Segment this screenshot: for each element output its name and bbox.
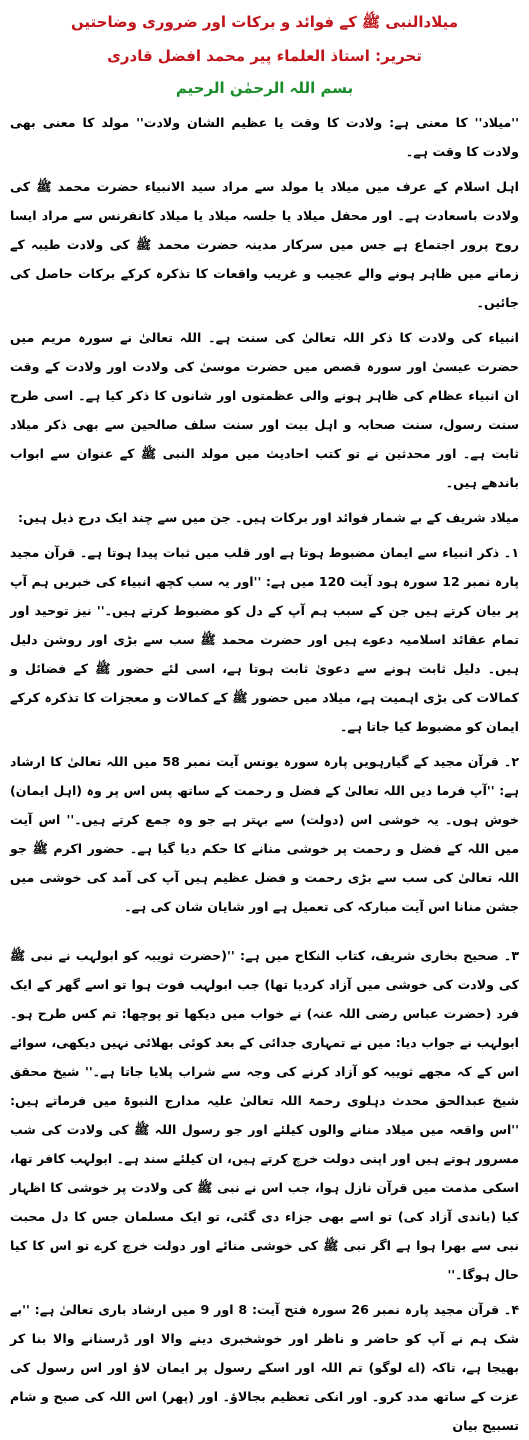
article-author: تحریر: استاذ العلماء پیر محمد افضل قادری bbox=[107, 47, 422, 65]
article-title: میلادالنبی ﷺ کے فوائد و برکات اور ضروری وضاحتیں bbox=[70, 13, 459, 31]
paragraph: ۱۔ ذکر انبیاء سے ایمان مضبوط ہوتا ہے اور قلب میں ثبات پیدا ہوتا ہے۔ قرآن مجید پارہ نمبر 12 سورہ ہود آیت 120 میں ہے: ''اور یہ سب کچھ انبیاء کی خبریں ہم آپ پر بیان کرتے ہیں جن کے سبب ہم آپ کے دل کو مضبوط کرتے ہیں۔'' نیز توحید اور تمام عقائد اسلامیہ دعوے ہیں اور حضرت محمد ﷺ سب سے بڑی اور روشن دلیل ہیں۔ دلیل ثابت ہونے سے دعویٰ ثابت ہوتا ہے، اسی لئے حضور ﷺ کے فضائل و کمالات کی بڑی اہمیت ہے، میلاد میں حضور ﷺ کے کمالات و معجزات کا تذکرہ کرکے ایمان کو مضبوط کیا جاتا ہے۔ bbox=[10, 545, 519, 734]
paragraph: ۳۔ صحیح بخاری شریف، کتاب النکاح میں ہے: ''(حضرت ثویبہ کو ابولہب نے نبی ﷺ کی ولادت کی خوشی میں آزاد کردیا تھا) جب ابولہب فوت ہوا تو اسے گھر کے ایک فرد (حضرت عباس رضی اللہ عنہ) نے خواب میں دیکھا تو پوچھا: تم کس طرح ہو۔ ابولہب نے جواب دیا: میں نے تمہاری جدائی کے بعد کوئی بھلائی نہیں دیکھی، سوائے اس کے کہ مجھے ثویبہ کو آزاد کرنے کی وجہ سے شراب پلایا جاتا ہے۔'' شیخ محقق شیخ عبدالحق محدث دہلوی رحمۃ اللہ تعالیٰ علیہ مدارج النبوۃ میں فرماتے ہیں: ''اس واقعہ میں میلاد منانے والوں کیلئے اور جو رسول اللہ ﷺ کی ولادت کی شب مسرور ہوتے ہیں اور اپنی دولت خرچ کرتے ہیں، ان کیلئے سند ہے۔ ابولہب کافر تھا، اسکی مذمت میں قرآن نازل ہوا، جب اس نے نبی ﷺ کی ولادت پر خوشی کا اظہار کیا (باندی آزاد کی) تو اسے بھی جزاء دی گئی، تو ایک مسلمان جس کا دل محبت نبی سے بھرا ہوا ہے اگر نبی ﷺ کی خوشی منائے اور دولت خرچ کرے تو اس کا کیا حال ہوگا۔'' bbox=[10, 948, 519, 1282]
paragraph: ''میلاد'' کا معنی ہے: ولادت کا وقت یا عظیم الشان ولادت'' مولد کا معنی بھی ولادت کا وقت ہے۔ bbox=[10, 115, 519, 159]
paragraph: انبیاء کی ولادت کا ذکر اللہ تعالیٰ کی سنت ہے۔ اللہ تعالیٰ نے سورہ مریم میں حضرت عیسیٰ اور سورہ قصص میں حضرت موسیٰ کی ولادت اور ولادت کے وقت ان انبیاء عظام کی ظاہر ہونے والی عظمتوں اور شانوں کا ذکر کیا ہے۔ اسی طرح سنت رسول، سنت صحابہ و اہل بیت اور سنت سلف صالحین سے بھی ذکر میلاد ثابت ہے۔ اور محدثین نے تو کتب احادیث میں مولد النبی ﷺ کے عنوان سے ابواب باندھے ہیں۔ bbox=[10, 330, 519, 490]
paragraph: میلاد شریف کے بے شمار فوائد اور برکات ہیں۔ جن میں سے چند ایک درج ذیل ہیں: bbox=[17, 510, 519, 525]
paragraph: ۴۔ قرآن مجید پارہ نمبر 26 سورہ فتح آیت: 8 اور 9 میں ارشاد باری تعالیٰ ہے: ''بے شک ہم نے آپ کو حاضر و ناظر اور خوشخبری دینے والا اور ڈرسنانے والا بنا کر بھیجا ہے، تاکہ (اے لوگو) تم اللہ اور اسکے رسول پر ایمان لاؤ اور اس رسول کی عزت کے ساتھ مدد کرو۔ اور انکی تعظیم بجالاؤ۔ اور (پھر) اس اللہ کی صبح و شام تسبیح بیان bbox=[10, 1302, 519, 1433]
bismillah-heading: بسم اللہ الرحمٰن الرحیم bbox=[175, 79, 354, 97]
paragraph: اہل اسلام کے عرف میں میلاد یا مولد سے مراد سید الانبیاء حضرت محمد ﷺ کی ولادت باسعادت ہے۔ اور محفل میلاد یا جلسہ میلاد یا میلاد کانفرنس سے مراد ایسا روح پرور اجتماع ہے جس میں سرکار مدینہ حضرت محمد ﷺ کی ولادت طیبہ کے زمانے میں ظاہر ہونے والے عجیب و غریب واقعات کا تذکرہ کرکے برکات حاصل کی جائیں۔ bbox=[10, 179, 519, 310]
article-body bbox=[10, 108, 519, 1440]
paragraph-gap bbox=[10, 927, 519, 941]
paragraph: ۲۔ قرآن مجید کے گیارہویں پارہ سورہ یونس آیت نمبر 58 میں اللہ تعالیٰ کا ارشاد ہے: ''آپ فرما دیں اللہ تعالیٰ کے فضل و رحمت کے ساتھ پس اس پر وہ (اہل ایمان) خوش ہوں۔ یہ خوشی اس (دولت) سے بہتر ہے جو وہ جمع کرتے ہیں۔'' اس آیت میں اللہ کے فضل و رحمت پر خوشی منانے کا حکم دیا گیا ہے۔ حضور اکرم ﷺ جو اللہ تعالیٰ کی سب سے بڑی رحمت و فضل عظیم ہیں آپ کی آمد کی خوشی میں جشن منانا اس آیت مبارکہ کی تعمیل ہے اور شایان شان کی ہے۔ bbox=[10, 754, 519, 914]
